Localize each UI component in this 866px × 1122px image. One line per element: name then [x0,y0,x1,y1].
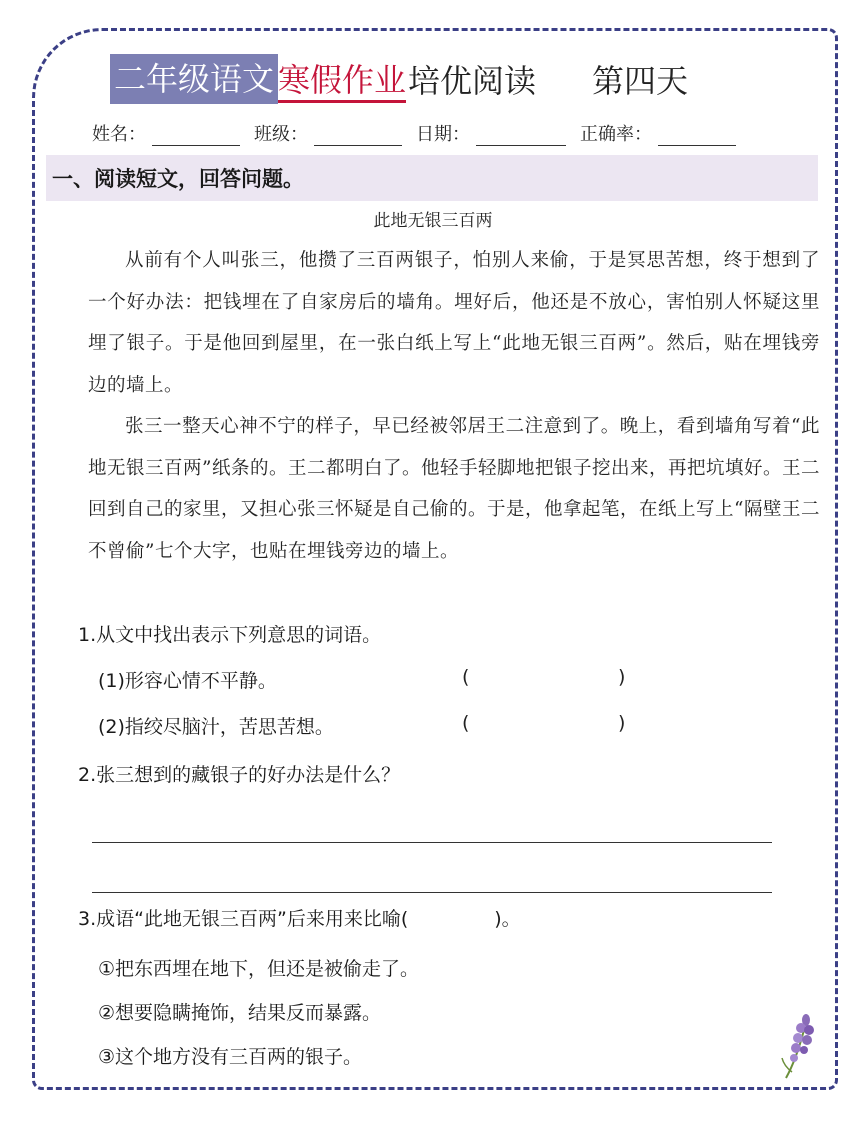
accuracy-input-line[interactable] [658,127,736,146]
answer-paren-open-1[interactable]: ( [462,666,470,688]
answer-paren-close-1: ) [618,666,626,688]
section-heading: 一、阅读短文，回答问题。 [52,167,304,191]
class-input-line[interactable] [314,127,402,146]
question-1-item-1: (1)形容心情不平静。 [98,670,277,692]
option-1[interactable]: ①把东西埋在地下，但还是被偷走了。 [98,958,420,980]
answer-paren-close-2: ) [618,712,626,734]
name-input-line[interactable] [152,127,240,146]
question-3-text: 3.成语“此地无银三百两”后来用来比喻( [78,908,409,930]
student-info-row [92,120,792,146]
class-field [254,120,416,146]
option-3[interactable]: ③这个地方没有三百两的银子。 [98,1046,363,1068]
story-title: 此地无银三百两 [373,211,493,231]
date-field [416,120,580,146]
question-3-text-end: )。 [494,908,521,930]
answer-line-2[interactable] [92,892,772,893]
answer-line-1[interactable] [92,842,772,843]
option-2[interactable]: ②想要隐瞒掩饰，结果反而暴露。 [98,1002,382,1024]
name-field [92,120,254,146]
question-2: 2.张三想到的藏银子的好办法是什么？ [78,764,401,786]
date-input-line[interactable] [476,127,566,146]
accuracy-label: 正确率： [580,124,652,145]
lavender-icon [776,1012,826,1082]
title-homework: 寒假作业 [278,60,406,103]
name-label: 姓名： [92,124,146,145]
title-grade-subject: 二年级语文 [110,54,278,104]
date-label: 日期： [416,124,470,145]
question-1-item-2: (2)指绞尽脑汁，苦思苦想。 [98,716,334,738]
answer-paren-open-2[interactable]: ( [462,712,470,734]
section-heading-bar [46,155,818,201]
question-3 [78,904,521,931]
accuracy-field [580,120,750,146]
story-text [88,240,820,572]
question-1: 1.从文中找出表示下列意思的词语。 [78,624,382,646]
class-label: 班级： [254,124,308,145]
story-paragraph-1: 从前有个人叫张三，他攒了三百两银子，怕别人来偷，于是冥思苦想，终于想到了一个好办法：把钱埋在了自家房后的墙角。埋好后，他还是不放心，害怕别人怀疑这里埋了银子。于是他回到屋里，在一张白纸上写上“此地无银三百两”。然后，贴在埋钱旁边的墙上。 [88,250,820,396]
story-paragraph-2: 张三一整天心神不宁的样子，早已经被邻居王二注意到了。晚上，看到墙角写着“此地无银三百两”纸条的。王二都明白了。他轻手轻脚地把银子挖出来，再把坑填好。王二回到自己的家里，又担心张三怀疑是自己偷的。于是，他拿起笔，在纸上写上“隔壁王二不曾偷”七个大字，也贴在埋钱旁边的墙上。 [88,416,820,562]
page-title [110,54,688,104]
title-day: 第四天 [592,62,689,100]
title-reading: 培优阅读 [408,62,537,100]
